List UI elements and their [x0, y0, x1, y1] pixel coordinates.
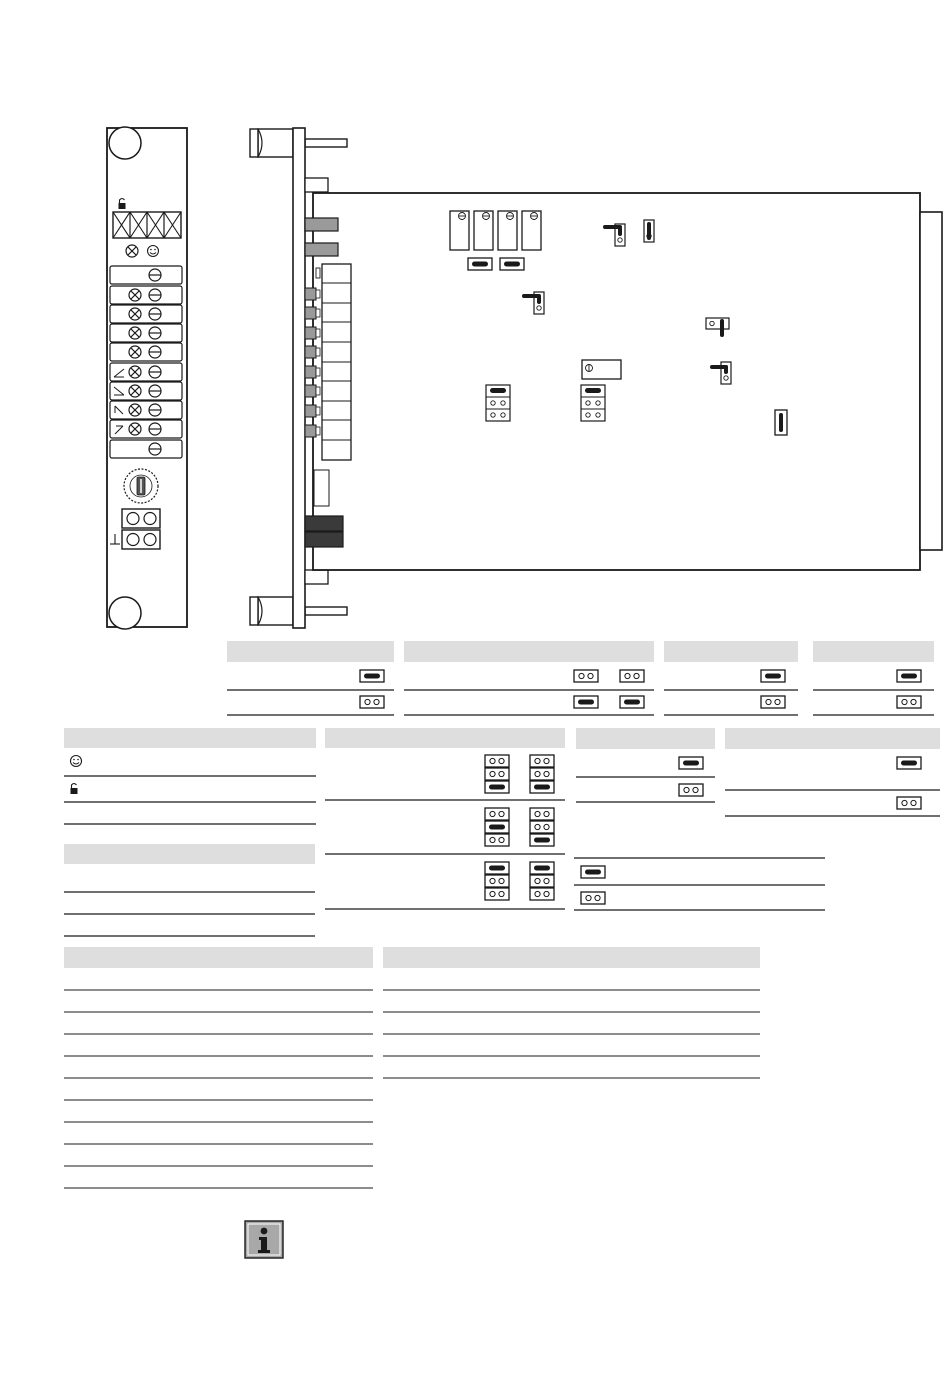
- jumper-closed-icon: [468, 258, 492, 270]
- rotary-switch-icon: [124, 469, 158, 503]
- bottom-screw-icon: [109, 597, 141, 629]
- padlock-icon: [71, 784, 78, 795]
- terminal-tables: [64, 947, 760, 1188]
- smiley-icon: [71, 756, 82, 767]
- backplane-connector: [920, 212, 942, 550]
- jumper-table-row-2: [64, 728, 940, 936]
- smiley-icon: [148, 246, 159, 257]
- board-side-view: [250, 128, 942, 628]
- info-icon: [245, 1221, 283, 1258]
- jumper-table-row-1: [227, 641, 934, 715]
- jumper-closed-icon: [500, 258, 524, 270]
- top-screw-icon: [109, 127, 141, 159]
- cross-circle-icon: [126, 245, 138, 257]
- cross-box-group: [113, 212, 181, 238]
- pcb: [313, 193, 920, 570]
- front-panel: [107, 127, 187, 629]
